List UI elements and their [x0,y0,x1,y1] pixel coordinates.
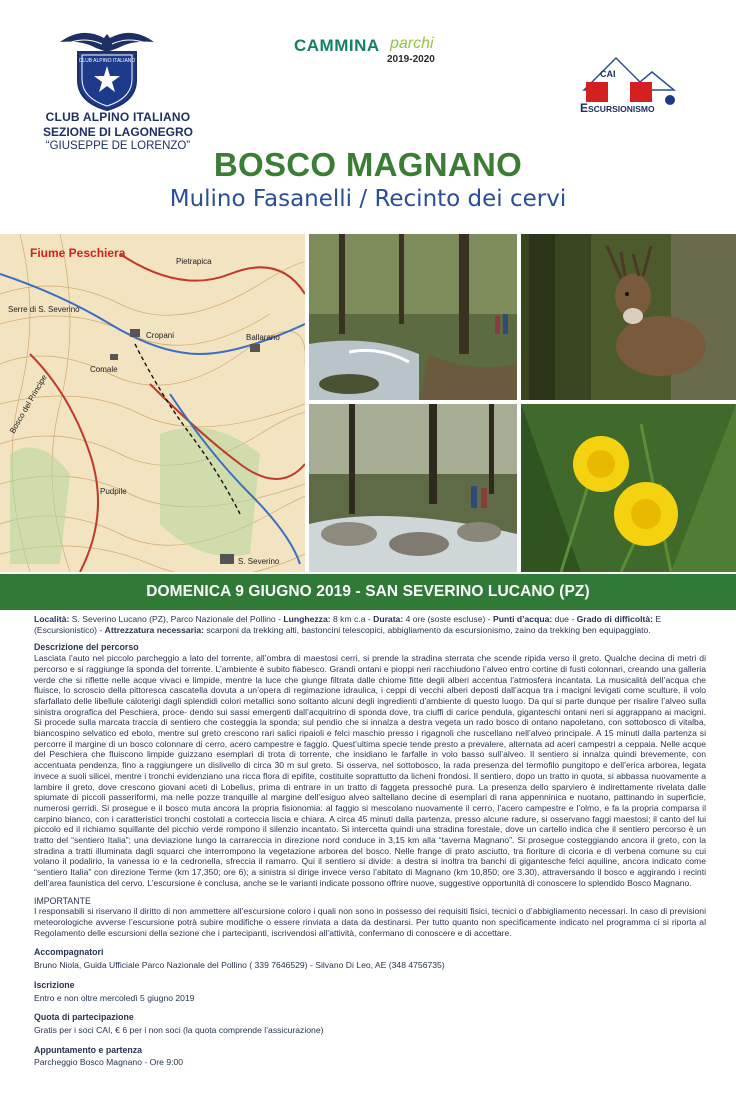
cai-badge-text: CAI [600,69,616,79]
photo-stream-hikers [309,234,517,400]
program-details [34,614,706,1068]
appuntamento-heading: Appuntamento e partenza [34,1044,143,1055]
map-place-label: Bosco del Principe [7,373,49,435]
section-dedication: “GIUSEPPE DE LORENZO” [45,140,191,152]
lunghezza-value: 8 km c.a - [330,614,374,624]
photo-deer [521,234,736,400]
attrezzatura-label: Attrezzatura necessaria: [104,624,205,635]
photo-band [0,234,736,572]
club-name: CLUB ALPINO ITALIANO [45,110,191,124]
page-title: BOSCO MAGNANO [213,146,523,183]
photo-rocky-stream [309,404,517,572]
description-text: Lasciata l’auto nel piccolo parcheggio a lato del torrente, all’ombra di maestosi cerri, si prende la stradina sterrata che scende ripida verso il greto. Qualche decina di metri di percorso e si raggiunge la sponda del torrente. L’ambiente è subito fiabesco. Grandi ontani e pioppi neri racchiudono l’alveo entro cortine di fusti colonnari, creando una galleria verde che si riflette nelle acque vivaci e limpide, mentre la luce che giunge filtrata dalle chiome fitte degli alberi accentua l’atmosfera incantata. La musicalità dell’acqua che fluisce, lo scroscio della pittoresca cascatella dovuta a un’opera di regimazione idraulica, i ceppi di vecchi alberi deposti dall’acqua tra i macigni levigati come sculture, il volo sfarfallato delle libellule caloterigi dagli splendidi colori metallici sono soltanto alcuni degli ingredienti d’ambiente di questo luogo. Da qui si parte dunque per risalire l’alveo sulla sinistra orografica del Peschiera, proce- dendo sui sassi emergenti dall’acquitrino di sponda dove, tra ciuffi di carice pendula, giganteschi ontani neri si aggrappano ai macigni. Si procede sulla marcata traccia di sentiero che costeggia la sponda; sul pendio che si innalza a destra vegeta un rado bosco di ontano napoletano, con sottobosco di vitalba, biancospino selvatico ed ebolo, mentre sul greto crescono rari salici ripaioli e felci maschio presso i rigagnoli che ruscellano nell’alveo principale. A 15 minuti dalla partenza si percorre il margine di un bosco colonnare di cerro, acero campestre e faggio. Quest’ultima specie tende presto a prevalere, alternata ad aceri campestri a ceppaia. Nelle acque del Peschiera che fluiscono limpide guizzano esemplari di trota di torrente, che insidiano le farfalle in volo basso sull’alveo. Il sentiero si innalza quindi brevemente, con accentuata pendenza, fino a raggiungere un dislivello di circa 30 m sul greto. Si osserva, nel sottobosco, la rada presenza del termofilo pungitopo e dell’erica arborea, legata invece a suoli silicei, mentre i tronchi evidenziano una ricca flora di epifite, costituite soprattutto da licheni frondosi. Il sentiero, dopo un tratto in quota, si abbassa nuovamente a lambire il greto, dove crescono giovani aceti di Lobelius, prima di entrare in un tratto di faggeta pressoché pura. La presenza dello sparviero è indirettamente rivelata dalle spiumate di piccoli passeriformi, ma nelle pozze tranquille al margine dell’esiguo alveo saltellano decine di esemplari di rana appenninica e nuotano, pattinando in superficie, numerosi gerridi. Si prosegue e il bosco muta ancora la propria fisionomia: al faggio si mescolano nuovamente il cerro, l’acero campestre e l’olmo, e fa la propria comparsa il carpino bianco, con i caratteristici tronchi costolati a corteccia liscia e chiara. A circa 45 minuti dalla partenza, presso alcune radure, si osservano faggi maestosi; il canto del lui piccolo ed il richiamo squillante del picchio verde rompono il silenzio incantato. Si intercetta quindi una stradina forestale, dove un cartello indica che il sentiero percorso è un tratto del “sentiero Italia”; una deviazione lungo la carrareccia in direzione nord conduce in 3,15 km alla “taverna Magnano”. Si prosegue costeggiando ancora il greto, con la stradina a tratti illuminata dagli squarci che interrompono la vegetazione arborea del bosco. Nelle frange di prato asciutto, tra fioriture di cicoria e di verbena comune su cui volano il podalirio, la vanessa io e la cedronella, sfreccia il ramarro. Qui il sentiero si divide: a destra si inoltra tra banchi di gigantesche felci aquiline, ancora indicato come “sentiero Italia” con direzione Terme (km 17,350; ore 6); a sinistra si dirige invece verso l’abitato di Magnano (km 10,850; ore 3.30), attraversando il bosco e aggirando i recinti dell’area faunistica del cervo. L’escursione è conclusa, anche se le varianti indicate possono offrire nuove, suggestive opportunità di conoscere lo splendido Bosco Magnano. [34,653,706,888]
appuntamento-text: Parcheggio Bosco Magnano - Ore 9:00 [34,1057,184,1068]
localita-label: Località: [34,614,70,624]
map-place-label: Cropani [146,331,175,340]
localita-value: S. Severino Lucano (PZ), Parco Nazionale del Pollino - [69,614,284,624]
grado-label: Grado di difficoltà: [576,614,653,624]
map-place-label: Ballarano [246,333,280,342]
iscrizione-text: Entro e non oltre mercoledì 5 giugno 2019 [34,992,195,1003]
map-place-label: Comale [90,365,118,374]
lunghezza-label: Lunghezza: [283,614,331,624]
accompagnatori-text: Bruno Niola, Guida Ufficiale Parco Nazionale del Pollino ( 339 7646529) - Silvano Di Leo, AE (348 4756735) [34,960,445,971]
logo-ring-text: CLUB ALPINO ITALIANO [78,58,136,64]
grado-value: E (Escursionistico) - [34,614,662,635]
map-place-label: Serre di S. Severino [8,305,80,314]
punti-acqua-value: due - [552,614,577,624]
cammina-years: 2019-2020 [387,54,435,65]
important-text: I responsabili si riservano il diritto di non ammettere all’escursione coloro i quali non sono in possesso dei requisiti fisici, tecnici o d’abbigliamento necessari. In caso di previsioni meteorologiche avverse l’escursione potrà subire modifiche o essere rinviata a data da destinarsi. Per tutto quanto non specificamente indicato nel programma ci si riporta al Regolamento delle escursioni della sezione che i partecipanti, iscrivendosi all’attività, confermano di conoscere e di accettare. [34,906,706,938]
durata-value: 4 ore (soste escluse) - [403,614,493,624]
eagle-icon [60,33,154,52]
mountain-flag-icon [584,58,675,105]
poster-header [0,0,736,235]
cai-escursionismo-logo [578,50,688,120]
cammina-parchi-logo [290,36,450,72]
photo-dandelions [521,404,736,572]
flower-icon [573,436,629,492]
map-river-label: Fiume Peschiera [30,246,126,260]
parchi-word: parchi [390,35,434,52]
trip-info [34,614,706,635]
important-heading: IMPORTANTE [34,895,91,906]
durata-label: Durata: [373,614,404,624]
quota-heading: Quota di partecipazione [34,1012,134,1023]
cai-logo [52,22,162,112]
quota-text: Gratis per i soci CAI, € 6 per i non soci (la quota comprende l’assicurazione) [34,1024,324,1035]
section-name: SEZIONE DI LAGONEGRO [42,125,193,139]
route-map [0,234,305,572]
attrezzatura-value: scarponi da trekking alti, bastoncini telescopici, abbigliamento da escursionismo, zaino da trekking ben equipaggiato. [204,624,651,635]
punti-acqua-label: Punti d’acqua: [493,614,553,624]
map-place-label: Pietrapica [176,257,212,266]
description-heading: Descrizione del percorso [34,642,139,653]
flower-icon [614,482,678,546]
escursionismo-word: SCURSIONISMO [588,104,655,114]
map-place-label: S. Severino [238,557,280,566]
page-subtitle: Mulino Fasanelli / Recinto dei cervi [169,186,567,212]
escursionismo-e: E [580,101,589,115]
event-date-banner: DOMENICA 9 GIUGNO 2019 - SAN SEVERINO LUCANO (PZ) [0,574,736,610]
map-place-label: Pudpile [100,487,127,496]
iscrizione-heading: Iscrizione [34,979,75,990]
cammina-word: CAMMINA [294,36,380,55]
accompagnatori-heading: Accompagnatori [34,947,104,958]
